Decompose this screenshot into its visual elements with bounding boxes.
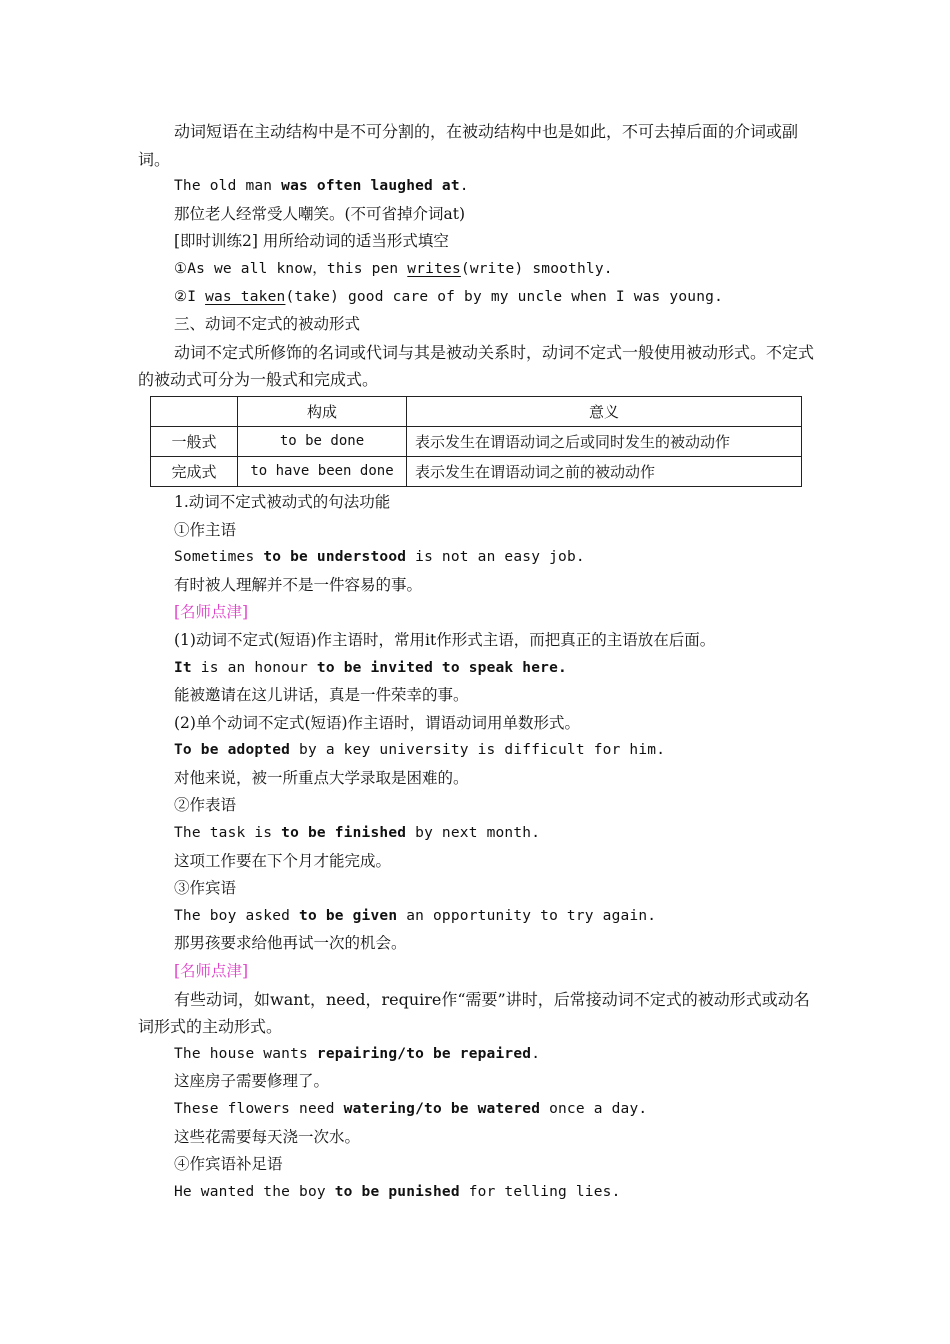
teacher-note-tag: [名师点津] (174, 962, 249, 981)
example-sentence: It is an honour to be invited to speak here. (174, 659, 567, 676)
example-sentence: Sometimes to be understood is not an easy job. (174, 549, 585, 566)
table-row (151, 426, 802, 456)
drill-title: [即时训练2] 用所给动词的适当形式填空 (174, 232, 449, 251)
table-cell: 一般式 (151, 426, 238, 456)
example-sentence: The house wants repairing/to be repaired. (174, 1045, 541, 1062)
note-point: (1)动词不定式(短语)作主语时，常用it作形式主语，而把真正的主语放在后面。 (174, 630, 716, 649)
example-translation: 有时被人理解并不是一件容易的事。 (174, 575, 423, 594)
forms-table (150, 396, 802, 487)
example-translation: 能被邀请在这儿讲话，真是一件荣幸的事。 (174, 686, 469, 705)
section-heading: 三、动词不定式的被动形式 (174, 315, 361, 334)
table-header-cell (151, 396, 238, 426)
example-translation: 这座房子需要修理了。 (174, 1072, 330, 1091)
drill-question-1: ①As we all know，this pen writes(write) smoothly. (174, 260, 613, 277)
table-cell: to have been done (238, 456, 407, 486)
example-translation: 这些花需要每天浇一次水。 (174, 1127, 361, 1146)
section-paragraph: 动词不定式所修饰的名词或代词与其是被动关系时，动词不定式一般使用被动形式。不定式的被动式可分为一般式和完成式。 (138, 342, 815, 390)
example-translation: 对他来说，被一所重点大学录取是困难的。 (174, 768, 469, 787)
document-page (138, 118, 818, 1206)
object-label: ③作宾语 (174, 879, 237, 898)
table-cell: 完成式 (151, 456, 238, 486)
predicative-label: ②作表语 (174, 796, 237, 815)
note-point: (2)单个动词不定式(短语)作主语时，谓语动词用单数形式。 (174, 713, 581, 732)
example-translation: 那男孩要求给他再试一次的机会。 (174, 934, 407, 953)
example-sentence: He wanted the boy to be punished for telling lies. (174, 1183, 621, 1200)
table-header-cell: 意义 (407, 396, 802, 426)
example-translation: 这项工作要在下个月才能完成。 (174, 851, 392, 870)
subject-label: ①作主语 (174, 520, 237, 539)
answer-blank: was taken (205, 288, 286, 305)
example-sentence: The task is to be finished by next month. (174, 825, 541, 842)
example-sentence: To be adopted by a key university is difficult for him. (174, 742, 666, 759)
example-sentence: The boy asked to be given an opportunity to try again. (174, 907, 657, 924)
drill-question-2: ②I was taken(take) good care of by my uncle when I was young. (174, 288, 723, 305)
table-cell: 表示发生在谓语动词之后或同时发生的被动动作 (407, 426, 802, 456)
example-sentence: The old man was often laughed at. (174, 178, 469, 195)
complement-label: ④作宾语补足语 (174, 1155, 283, 1174)
table-row (151, 456, 802, 486)
example-sentence: These flowers need watering/to be watered once a day. (174, 1101, 648, 1117)
table-header-row (151, 396, 802, 426)
teacher-note-tag: [名师点津] (174, 603, 249, 622)
example-translation: 那位老人经常受人嘲笑。(不可省掉介词at) (174, 204, 466, 223)
function-heading: 1.动词不定式被动式的句法功能 (174, 492, 391, 511)
note-point: 有些动词，如want，need，require作“需要”讲时，后常接动词不定式的被动形式或动名词形式的主动形式。 (138, 989, 810, 1037)
table-header-cell: 构成 (238, 396, 407, 426)
answer-blank: writes (407, 260, 461, 277)
intro-paragraph: 动词短语在主动结构中是不可分割的，在被动结构中也是如此，不可去掉后面的介词或副词。 (138, 122, 799, 169)
table-cell: 表示发生在谓语动词之前的被动动作 (407, 456, 802, 486)
table-cell: to be done (238, 426, 407, 456)
